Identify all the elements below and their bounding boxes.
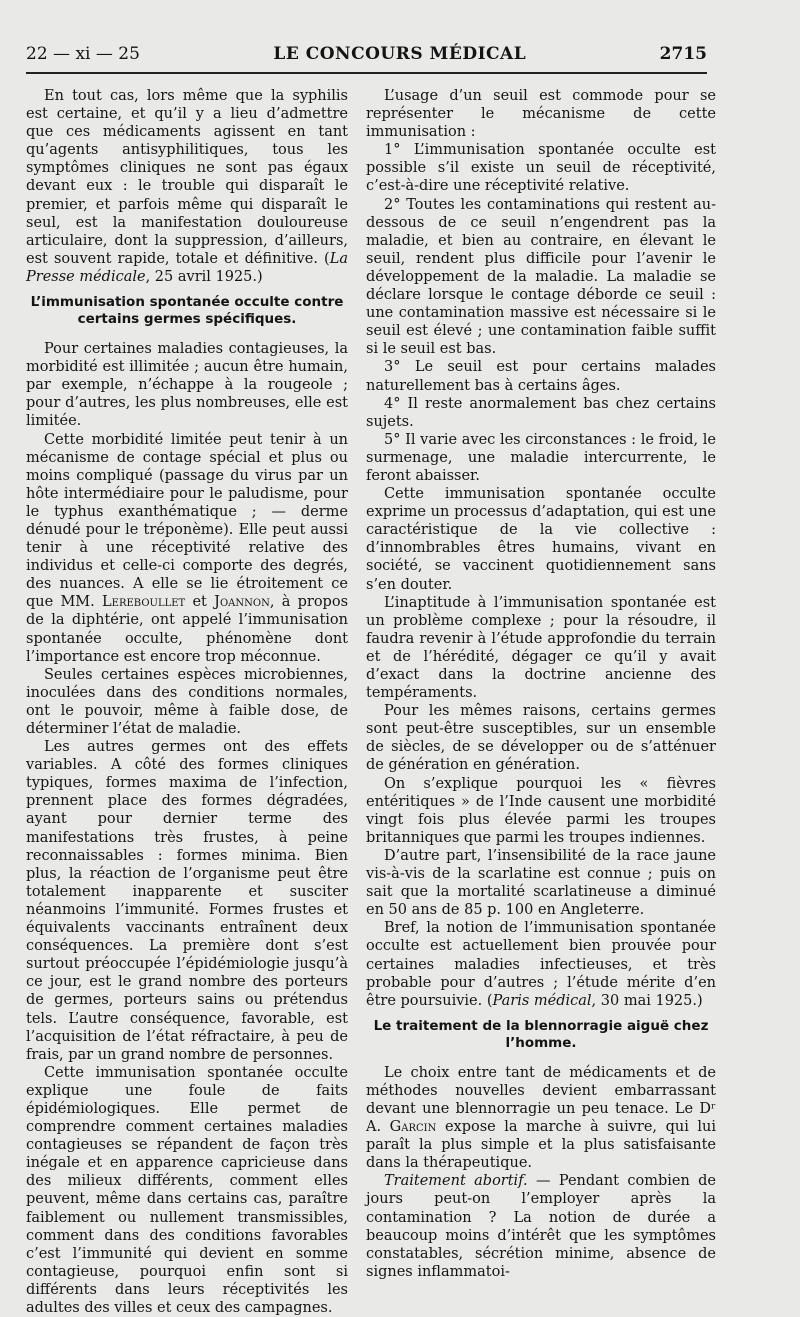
subsection-lead: Traitement abortif. (384, 1173, 528, 1190)
paragraph: Pour les mêmes raisons, certains germes sont peut-être susceptibles, sur un ensemble de siècles, de se développer ou de s’atténuer de génération en génération. (366, 703, 716, 774)
paragraph: 5° Il varie avec les circonstances : le froid, le surmenage, une maladie intercurrente, le feront abaisser. (366, 431, 716, 484)
paragraph: 1° L’immunisation spontanée occulte est possible s’il existe un seuil de réceptivité, c’est-à-dire une réceptivité relative. (366, 142, 716, 195)
header-rule (26, 72, 707, 74)
paragraph: D’autre part, l’insensibilité de la race jaune vis-à-vis de la scarlatine est connue ; puis on sait que la mortalité scarlatineuse a diminué en 50 ans de 85 p. 100 en Angleterre. (366, 847, 716, 919)
right-column (366, 87, 716, 1281)
author-name: Joannon (214, 594, 270, 611)
journal-title: LE CONCOURS MÉDICAL (273, 44, 527, 64)
paragraph: L’inaptitude à l’immunisation spontanée est un problème complexe ; pour la résoudre, il faudra revenir à l’étude approfondie du terrain et de l’hérédité, dégager ce qu’il y avait d’exact dans la doctrine ancienne des tempéraments. (366, 594, 716, 702)
paragraph: On s’explique pourquoi les « fièvres entéritiques » de l’Inde causent une morbidité vingt fois plus élevée parmi les troupes britanniques que parmi les troupes indiennes. (366, 775, 716, 846)
paragraph: Traitement abortif. — Pendant combien de jours peut-on l’employer après la contamination ? La notion de durée a beaucoup moins d’intérêt que les symptômes constatables, sécrétion minime, absence de signes inflammatoi- (366, 1173, 716, 1280)
section-heading: Le traitement de la blennorragie aiguë chez l’homme. (373, 1017, 709, 1051)
paragraph: Le choix entre tant de médicaments et de méthodes nouvelles devient embarrassant devant une blennorragie un peu tenace. Le Dʳ A. Garcin expose la marche à suivre, qui lui paraît la plus simple et la plus satisfaisante dans la thérapeutique. (366, 1064, 717, 1172)
page-number: 2715 (659, 44, 707, 64)
left-column (26, 87, 348, 1317)
paragraph: Cette immunisation spontanée occulte explique une foule de faits épidémiologiques. Elle permet de comprendre comment certaines maladies contagieuses se répandent de façon très inégale et en apparence capricieuse dans des milieux différents, comment elles peuvent, même dans certains cas, paraître faiblement ou nullement transmissibles, comment dans des conditions favorables c’est l’immunité qui devient en somme contagieuse, pourquoi enfin sont si différents dans leurs réceptivités les adultes des villes et ceux des campagnes. (26, 1064, 348, 1316)
paragraph: En tout cas, lors même que la syphilis est certaine, et qu’il y a lieu d’admettre que ces médicaments agissent en tant qu’agents antisyphilitiques, tous les symptômes cliniques ne sont pas égaux devant eux : le trouble qui disparaît le premier, et parfois même qui disparaît le seul, est la manifestation douloureuse articulaire, dont la suppression, d’ailleurs, est souvent rapide, totale et définitive. (La Presse médicale, 25 avril 1925.) (26, 88, 348, 285)
source-citation: Paris médical (492, 992, 592, 1009)
paragraph: Cette immunisation spontanée occulte exprime un processus d’adaptation, qui est une caractéristique de la vie collective : d’innombrables êtres humains, vivant en société, se vaccinent quotidiennement sans s’en douter. (366, 486, 716, 593)
paragraph: Les autres germes ont des effets variables. A côté des formes cliniques typiques, formes maxima de l’infection, prennent place des formes dégradées, ayant pour dernier terme des manifestations très frustes, à peine reconnaissables : formes minima. Bien plus, la réaction de l’organisme peut être totalement inapparente et susciter néanmoins l’immunité. Formes frustes et équivalents vaccinants entraînent deux conséquences. La première dont s’est surtout préoccupée l’épidémiologie jusqu’à ce jour, est le grand nombre des porteurs de germes, porteurs sains ou prétendus tels. L’autre conséquence, favorable, est l’acquisition de l’état réfractaire, à peu de frais, par un grand nombre de personnes. (26, 739, 348, 1063)
paragraph: Seules certaines espèces microbiennes, inoculées dans des conditions normales, ont le pouvoir, même à faible dose, de déterminer l’état de maladie. (26, 666, 348, 737)
paragraph: Pour certaines maladies contagieuses, la morbidité est illimitée ; aucun être humain, par exemple, n’échappe à la rougeole ; pour d’autres, les plus nombreuses, elle est limitée. (26, 341, 348, 430)
paragraph: 2° Toutes les contaminations qui restent au-dessous de ce seuil n’engendrent pas la maladie, et bien au contraire, en élevant le seuil, rendent plus difficile pour l’avenir le développement de la maladie. La maladie se déclare lorsque le contage déborde ce seuil : une contamination massive est nécessaire si le seuil est élevé ; une contamination faible suffit si le seuil est bas. (366, 196, 716, 358)
paragraph: Cette morbidité limitée peut tenir à un mécanisme de contage spécial et plus ou moins compliqué (passage du virus par un hôte intermédiaire pour le paludisme, pour le typhus exanthématique ; — derme dénudé pour le tréponème). Elle peut aussi tenir à une réceptivité relative des individus et celle-ci comporte des degrés, des nuances. A elle se lie étroitement ce que MM. Lereboullet et Joannon, à propos de la diphtérie, ont appelé l’immunisation spontanée occulte, phénomène dont l’importance est encore trop méconnue. (26, 431, 349, 665)
source-citation: La Presse médicale (26, 250, 348, 285)
paragraph: L’usage d’un seuil est commode pour se représenter le mécanisme de cette immunisation : (366, 88, 716, 141)
section-heading: L’immunisation spontanée occulte contre certains germes spécifiques. (30, 294, 344, 328)
author-name: Garcin (389, 1119, 437, 1136)
issue-date: 22 — xi — 25 (26, 44, 140, 64)
paragraph: 4° Il reste anormalement bas chez certains sujets. (366, 395, 716, 430)
paragraph: 3° Le seuil est pour certains malades naturellement bas à certains âges. (366, 359, 716, 394)
paragraph: Bref, la notion de l’immunisation spontanée occulte est actuellement bien prouvée pour certaines maladies infectieuses, et très probable pour d’autres ; l’étude mérite d’en être poursuivie. (Paris médical, 30 mai 1925.) (366, 920, 716, 1009)
author-name: Lereboullet (102, 594, 186, 611)
running-header (26, 44, 707, 70)
